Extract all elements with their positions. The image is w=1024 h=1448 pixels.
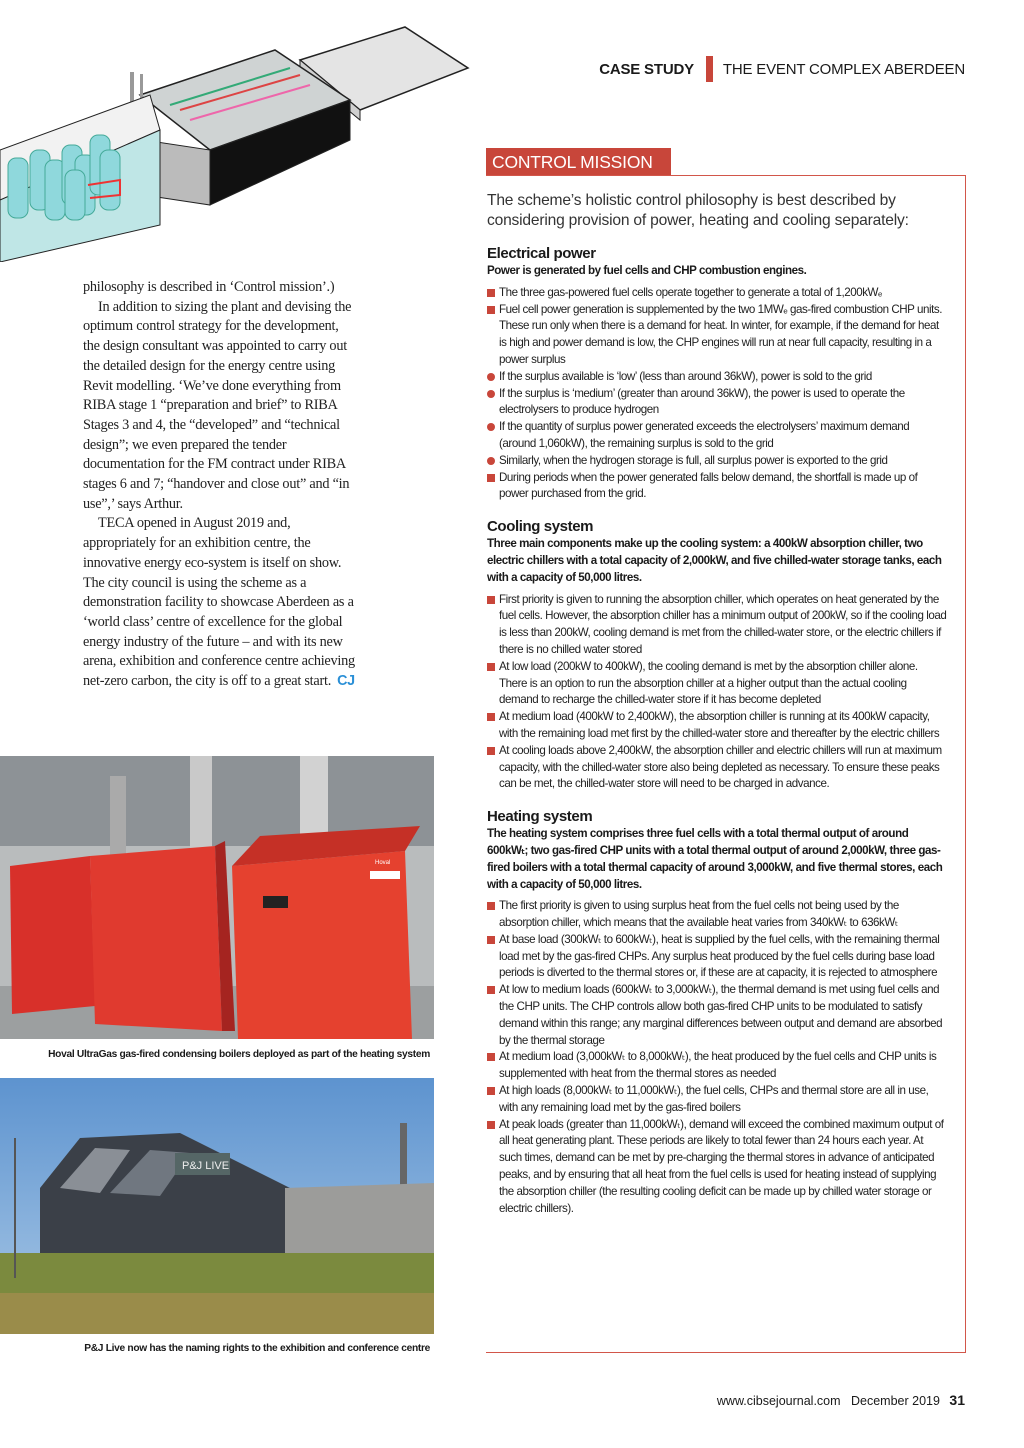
bullet-list [487,285,947,503]
section-label: CASE STUDY [599,60,694,78]
panel-intro: The scheme’s holistic control philosophy is best described by considering provision of power, heating and cooling separately: [487,192,909,229]
list-item: If the surplus is ‘medium’ (greater than around 36kW), the power is used to operate the electrolysers to produce hydrogen [487,386,947,420]
boilers-photo [0,756,434,1039]
boilers-photo-caption: Hoval UltraGas gas-fired condensing boilers deployed as part of the heating system [48,1049,430,1060]
list-item: If the surplus available is ‘low’ (less than around 36kW), power is sold to the grid [487,369,947,386]
panel-section [487,808,947,1217]
end-mark-logo: CJ [337,673,355,690]
page-footer [717,1392,965,1408]
sidebar-title-tab: CONTROL MISSION [486,148,671,175]
journal-url[interactable]: www.cibsejournal.com [716,1394,841,1408]
bullet-list [487,592,947,794]
section-heading: Electrical power [487,245,596,262]
list-item: The three gas-powered fuel cells operate together to generate a total of 1,200kWₑ [487,285,947,302]
section-lead: Three main components make up the cooling system: a 400kW absorption chiller, two electric chillers with a total capacity of 2,000kW, and five chilled-water storage tanks, each with a capacity of 50,000 litres. [487,537,942,584]
body-paragraph: In addition to sizing the plant and devising the optimum control strategy for the development, the design consultant was appointed to carry out the detailed design for the energy centre using Revit modelling. ‘We’ve done everything from RIBA stage 1 “preparation and brief” to RIBA Stages 3 and 4, the “developed” and “technical design”; we even prepared the tender documentation for the FM contract under RIBA stages 6 and 7; “handover and close out” and “in use”,’ says Arthur. [83,298,352,512]
list-item: At medium load (400kW to 2,400kW), the absorption chiller is running at its 400kW capacity, with the remaining load met first by the chilled-water store and thereafter by the electric chillers [487,709,947,743]
list-item: Fuel cell power generation is supplemented by the two 1MWₑ gas-fired combustion CHP units. These run only when there is a demand for heat. In winter, for example, if the demand for heat is high and power demand is low, the CHP engines will run at near full capacity, resulting in a power surplus [487,302,947,369]
section-heading: Heating system [487,808,593,826]
hoval-brand-mark: Hoval [375,860,391,866]
body-paragraph: philosophy is described in ‘Control mission’.) [83,279,335,295]
pj-live-sign: P&J LIVE [182,1160,230,1172]
list-item: At peak loads (greater than 11,000kWₜ), demand will exceed the combined maximum output of all heat generating plant. These periods are likely to total fewer than 24 hours each year. At such times, demand can be met by pre-charging the thermal stores in advance of anticipated peaks, and by ensuring that all heat from the fuel cells is used for heating instead of supplying the absorption chiller (the resulting cooling deficit can be made up by chilled water storage or electric chillers). [487,1117,947,1218]
panel-section [487,245,947,503]
list-item: If the quantity of surplus power generated exceeds the electrolysers’ maximum demand (around 1,060kW), the remaining surplus is sold to the grid [487,419,947,453]
article-title: THE EVENT COMPLEX ABERDEEN [722,60,965,78]
list-item: At low load (200kW to 400kW), the cooling demand is met by the absorption chiller alone. There is an option to run the absorption chiller at a higher output than the actual cooling demand to recharge the chilled-water store if it has become depleted [487,659,947,709]
header-divider [706,56,713,82]
list-item: The first priority is given to using surplus heat from the fuel cells not being used by the absorption chiller, which means that the available heat varies from 340kWₜ to 636kWₜ [487,898,947,932]
panel-section [487,518,947,793]
list-item: At low to medium loads (600kWₜ to 3,000kWₜ), the thermal demand is met using fuel cells and the CHP units. The CHP controls allow both gas-fired CHP units to be modulated to satisfy demand within this range; any marginal differences between output and demand are absorbed by the thermal storage [487,982,947,1049]
body-paragraph-text: TECA opened in August 2019 and, appropriately for an exhibition centre, the innovative energy eco-system is itself on show. The city council is using the scheme as a demonstration facility to showcase Aberdeen as a ‘world class’ centre of excellence for the global energy industry of the future – and with its new arena, exhibition and conference centre achieving net-zero carbon, the city is off to a great start. [83,515,355,690]
body-paragraph [83,514,358,691]
list-item: Similarly, when the hydrogen storage is full, all surplus power is exported to the grid [487,453,947,470]
section-heading: Cooling system [487,518,594,536]
list-item: At cooling loads above 2,400kW, the absorption chiller and electric chillers will run at maximum capacity, with the chilled-water store also being depleted as necessary. To ensure these peaks can be met, the chilled-water store will need to be charged in advance. [487,743,947,793]
section-lead: The heating system comprises three fuel cells with a total thermal output of around 600kWₜ; two gas-fired CHP units with a total thermal output of around 2,000kW, three gas-fired boilers with a total thermal capacity of around 3,000kW, and five thermal stores, each with a capacity of 50,000 litres. [487,827,943,891]
list-item: At base load (300kWₜ to 600kWₜ), heat is supplied by the fuel cells, with the remaining thermal load met by the gas-fired CHPs. Any surplus heat produced by the fuel cells during base load periods is diverted to the thermal stores or, if these are at capacity, it is rejected to atmosphere [487,932,947,982]
bullet-list [487,898,947,1217]
energy-centre-revit-model-illustration [0,0,475,262]
article-body-column [83,278,358,692]
running-header [599,56,965,82]
pj-live-building-photo [0,1078,434,1334]
list-item: First priority is given to running the absorption chiller, which operates on heat generated by the fuel cells. However, the absorption chiller has a minimum output of 200kW, so if the cooling load is less than 200kW, cooling demand is met from the chilled-water store, or the electric chillers if there is no chilled water stored [487,592,947,659]
list-item: During periods when the power generated falls below demand, the shortfall is made up of power purchased from the grid. [487,470,947,504]
building-photo-caption: P&J Live now has the naming rights to the exhibition and conference centre [84,1343,430,1354]
page-number: 31 [949,1392,965,1408]
section-lead: Power is generated by fuel cells and CHP combustion engines. [487,264,807,277]
issue-date: December 2019 [850,1394,940,1408]
list-item: At high loads (8,000kWₜ to 11,000kWₜ), the fuel cells, CHPs and thermal store are all in use, with any remaining load met by the gas-fired boilers [487,1083,947,1117]
control-mission-panel [487,191,947,1232]
list-item: At medium load (3,000kWₜ to 8,000kWₜ), the heat produced by the fuel cells and CHP units is supplemented with heat from the thermal stores as needed [487,1049,947,1083]
